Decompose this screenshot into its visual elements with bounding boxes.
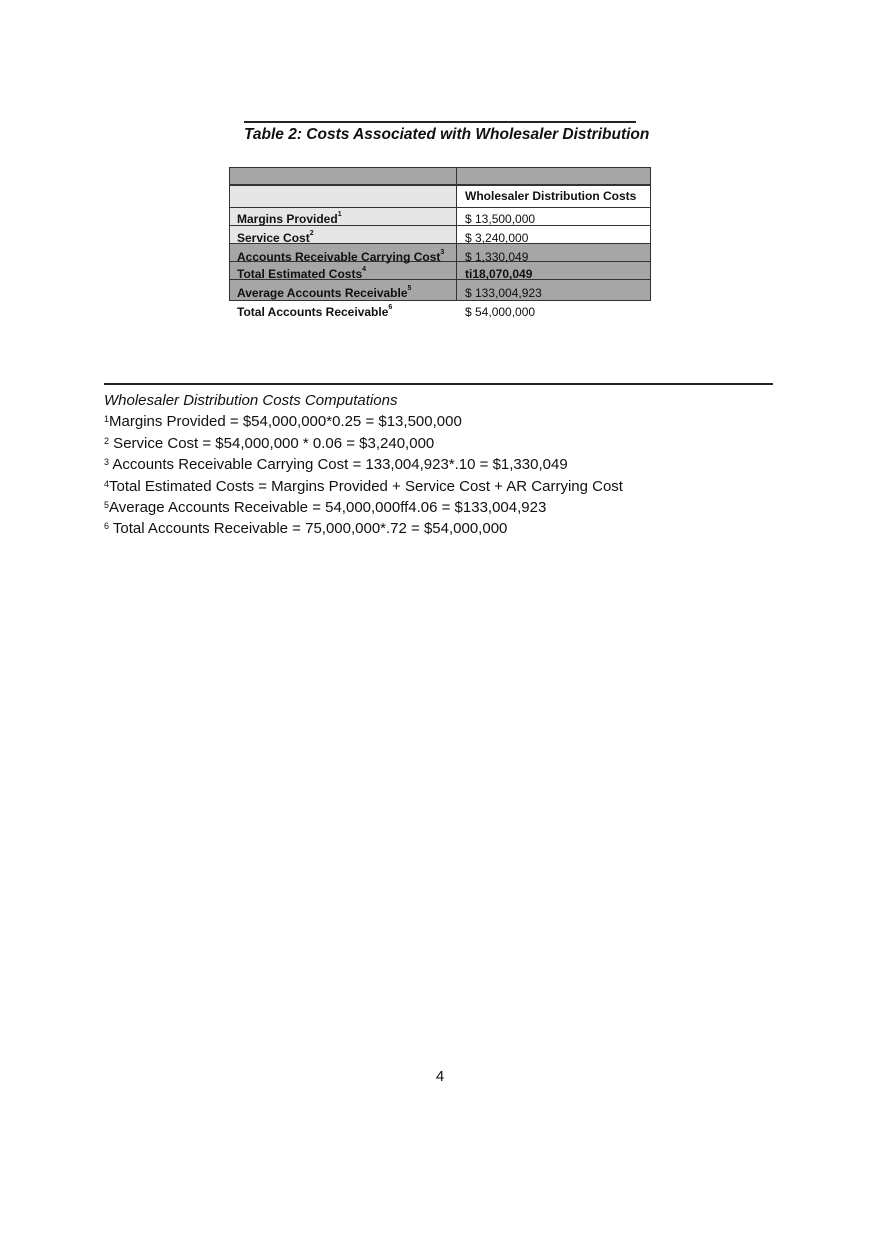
footnote-ref: 2 <box>309 230 314 237</box>
footnote-mark: 2 <box>104 435 110 446</box>
footnote-mark: 6 <box>104 521 110 532</box>
row-label <box>237 305 392 319</box>
footnote-ref: 1 <box>337 211 342 218</box>
row-label <box>237 286 411 300</box>
row-value: $ 1,330,049 <box>465 250 529 264</box>
row-label-text: Margins Provided <box>237 212 338 226</box>
right-border <box>650 167 651 301</box>
row-value: $ 13,500,000 <box>465 212 536 226</box>
column-header: Wholesaler Distribution Costs <box>465 189 637 203</box>
row-label <box>237 212 342 226</box>
row-value: $ 3,240,000 <box>465 231 529 245</box>
footnote-mark: 3 <box>104 457 110 468</box>
table-title: Table 2: Costs Associated with Wholesaler Distribution <box>244 126 650 143</box>
row-label-text: Accounts Receivable Carrying Cost <box>237 250 441 264</box>
footnote-mark: 5 <box>104 500 110 511</box>
footnote-mark: 1 <box>104 414 110 425</box>
row-value: ti18,070,049 <box>465 267 533 281</box>
left-border <box>229 167 230 301</box>
computation-line <box>104 454 623 475</box>
computation-text: Margins Provided = $54,000,000*0.25 = $13,500,000 <box>109 413 462 431</box>
row-value: $ 133,004,923 <box>465 286 542 300</box>
computation-text: Total Estimated Costs = Margins Provided + Service Cost + AR Carrying Cost <box>109 477 623 495</box>
computation-line <box>104 433 623 454</box>
row-label-text: Average Accounts Receivable <box>237 286 408 300</box>
computation-text: Average Accounts Receivable = 54,000,000ff4.06 = $133,004,923 <box>109 499 547 517</box>
computation-line <box>104 411 623 432</box>
title-rule <box>244 121 636 123</box>
footnote-ref: 4 <box>362 266 367 273</box>
column-divider <box>456 167 457 301</box>
computation-text: Service Cost = $54,000,000 * 0.06 = $3,240,000 <box>109 434 435 452</box>
computations-heading: Wholesaler Distribution Costs Computations <box>104 392 398 409</box>
computation-line <box>104 518 623 539</box>
computation-text: Total Accounts Receivable = 75,000,000*.72 = $54,000,000 <box>109 520 508 538</box>
page-number: 4 <box>435 1068 445 1085</box>
computations <box>104 390 623 540</box>
row-label-text: Service Cost <box>237 231 310 245</box>
computation-line <box>104 497 623 518</box>
row-label-text: Total Estimated Costs <box>237 267 363 281</box>
computation-text: Accounts Receivable Carrying Cost = 133,004,923*.10 = $1,330,049 <box>109 456 568 474</box>
section-rule <box>104 383 773 385</box>
row-label <box>237 267 366 281</box>
row-label <box>237 231 314 245</box>
table-top-band <box>229 167 651 185</box>
row-value: $ 54,000,000 <box>465 305 536 319</box>
footnote-mark: 4 <box>104 478 110 489</box>
footnote-ref: 6 <box>388 304 393 311</box>
row-label <box>237 250 444 264</box>
footnote-ref: 5 <box>407 285 412 292</box>
row-label-text: Total Accounts Receivable <box>237 305 389 319</box>
computation-line <box>104 476 623 497</box>
footnote-ref: 3 <box>440 249 445 256</box>
